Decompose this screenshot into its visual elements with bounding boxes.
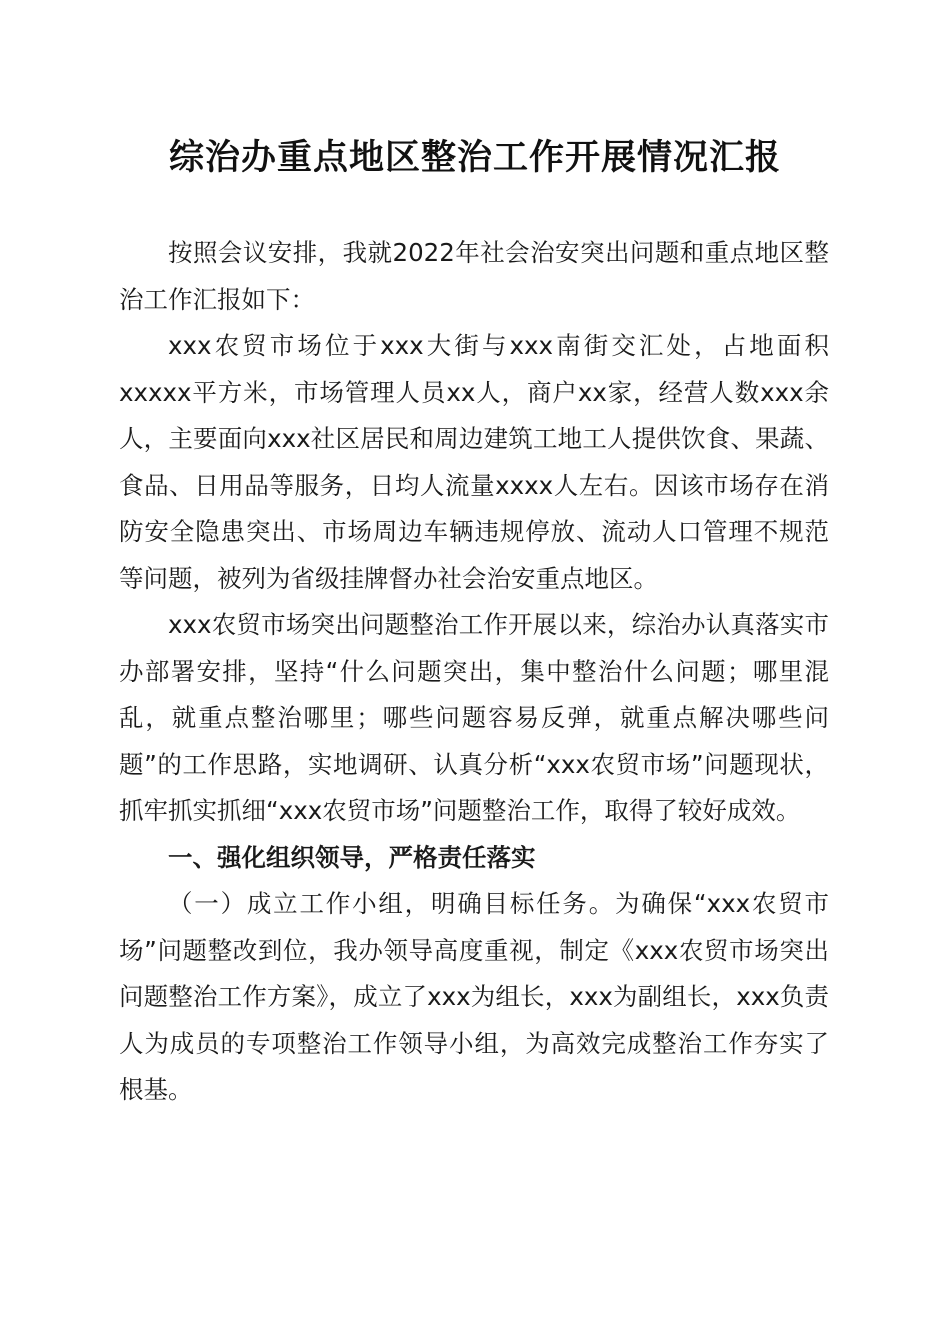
paragraph-market-overview: xxx农贸市场位于xxx大街与xxx南街交汇处，占地面积xxxxx平方米，市场管理人员xx人，商户xx家，经营人数xxx余人，主要面向xxx社区居民和周边建筑工地工人提供饮食、果蔬、食品、日用品等服务，日均人流量xxxx人左右。因该市场存在消防安全隐患突出、市场周边车辆违规停放、流动人口管理不规范等问题，被列为省级挂牌督办社会治安重点地区。	[119, 331, 829, 593]
paragraph-rectification-progress: xxx农贸市场突出问题整治工作开展以来，综治办认真落实市办部署安排，坚持“什么问题突出，集中整治什么问题；哪里混乱，就重点整治哪里；哪些问题容易反弹，就重点解决哪些问题”的工作思路，实地调研、认真分析“xxx农贸市场”问题现状，抓牢抓实抓细“xxx农贸市场”问题整治工作，取得了较好成效。	[119, 610, 829, 825]
paragraph-subsection-1	[119, 881, 829, 1114]
document-body	[119, 230, 829, 1114]
document-title: 综治办重点地区整治工作开展情况汇报	[168, 137, 781, 178]
section-heading-1: 一、强化组织领导，严格责任落实	[168, 842, 536, 872]
paragraph-intro: 按照会议安排，我就2022年社会治安突出问题和重点地区整治工作汇报如下：	[119, 238, 829, 314]
subsection-1-lead: （一）成立工作小组，明确目标任务。	[168, 889, 616, 918]
subsection-1-text: 为确保“xxx农贸市场”问题整改到位，我办领导高度重视，制定《xxx农贸市场突出问题整治工作方案》，成立了xxx为组长，xxx为副组长，xxx负责人为成员的专项整治工作领导小组，为高效完成整治工作夯实了根基。	[119, 889, 829, 1104]
